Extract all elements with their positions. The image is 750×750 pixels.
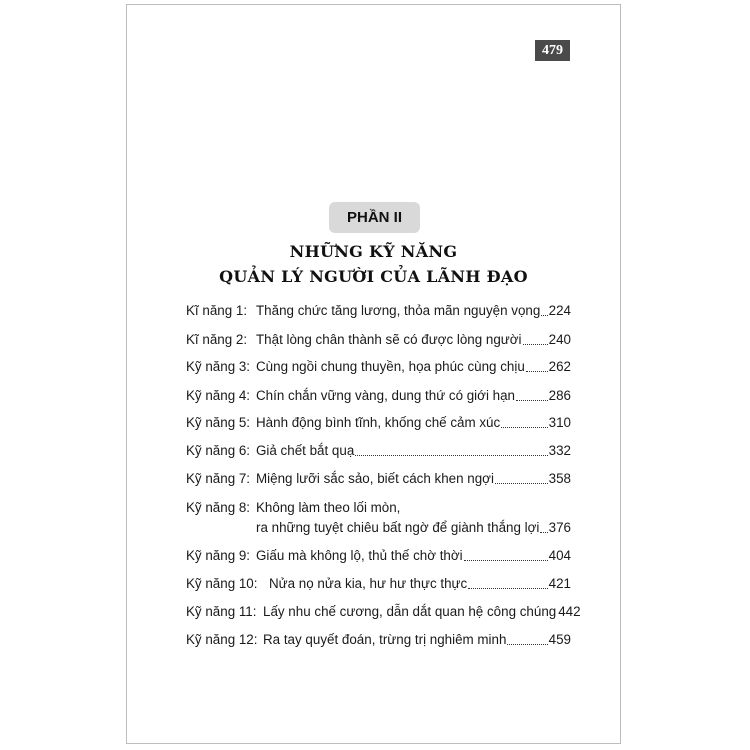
toc-entry-page: 224 (548, 303, 571, 318)
toc-entry-title: Thăng chức tăng lương, thỏa mãn nguyện vọng (256, 303, 541, 318)
toc-entry-title: Giả chết bắt quạ (256, 443, 355, 458)
toc-entry (186, 357, 571, 377)
toc-entry-label: Kĩ năng 1: (186, 303, 248, 318)
toc-entry-label: Kỹ năng 12: (186, 632, 258, 647)
toc-entry-page: 404 (548, 548, 571, 563)
toc-entry-page: 442 (558, 604, 581, 619)
toc-entry (186, 630, 571, 650)
part-label-badge: PHẦN II (329, 202, 420, 233)
section-title-line-1: NHỮNG KỸ NĂNG (289, 242, 458, 261)
toc-entry (186, 574, 571, 594)
toc-entry-title: Thật lòng chân thành sẽ có được lòng người (256, 332, 522, 347)
toc-entry-label: Kỹ năng 6: (186, 443, 251, 458)
toc-entry (186, 469, 571, 489)
toc-entry-title: Lấy nhu chế cương, dẫn dắt quan hệ công chúng (263, 604, 557, 619)
toc-entry-page: 286 (548, 388, 571, 403)
toc-entry-label: Kỹ năng 11: (186, 604, 257, 619)
toc-entry (186, 546, 571, 566)
toc-entry (186, 602, 581, 622)
toc-entry-title: Chín chắn vững vàng, dung thứ có giới hạn (256, 388, 515, 403)
toc-entry-title: Nửa nọ nửa kia, hư hư thực thực (269, 576, 468, 591)
toc-entry (186, 441, 571, 461)
toc-entry-page: 332 (548, 443, 571, 458)
page-number-badge: 479 (535, 40, 570, 61)
toc-entry (186, 413, 571, 433)
toc-entry-page: 310 (548, 415, 571, 430)
toc-entry (186, 386, 571, 406)
toc-entry (186, 330, 571, 350)
toc-entry-title: Miệng lưỡi sắc sảo, biết cách khen ngợi (256, 471, 494, 486)
section-title-line-2: QUẢN LÝ NGƯỜI CỦA LÃNH ĐẠO (219, 267, 528, 286)
toc-entry-title-line-1: Không làm theo lối mòn, (256, 500, 401, 515)
toc-entry-label: Kỹ năng 8: (186, 500, 251, 515)
toc-entry-label: Kỹ năng 10: (186, 576, 258, 591)
toc-entry-page: 376 (548, 520, 571, 535)
toc-entry-label: Kỹ năng 5: (186, 415, 251, 430)
toc-entry-label: Kỹ năng 7: (186, 471, 251, 486)
toc-entry-label: Kỹ năng 3: (186, 359, 251, 374)
toc-entry (186, 498, 571, 544)
toc-entry-page: 358 (548, 471, 571, 486)
toc-entry-page: 240 (548, 332, 571, 347)
toc-entry-title: Giấu mà không lộ, thủ thế chờ thời (256, 548, 463, 563)
toc-entry-label: Kỹ năng 4: (186, 388, 251, 403)
toc-entry-title: ra những tuyệt chiêu bất ngờ để giành thắng lợi (256, 520, 540, 535)
toc-entry-page: 421 (548, 576, 571, 591)
toc-entry (186, 301, 571, 321)
book-page (126, 4, 621, 744)
toc-entry-title: Hành động bình tĩnh, khống chế cảm xúc (256, 415, 501, 430)
toc-entry-label: Kỹ năng 9: (186, 548, 251, 563)
toc-entry-page: 459 (548, 632, 571, 647)
toc-entry-title: Cùng ngồi chung thuyền, họa phúc cùng chịu (256, 359, 525, 374)
toc-entry-title: Ra tay quyết đoán, trừng trị nghiêm minh (263, 632, 507, 647)
toc-entry-label: Kĩ năng 2: (186, 332, 248, 347)
toc-entry-page: 262 (548, 359, 571, 374)
